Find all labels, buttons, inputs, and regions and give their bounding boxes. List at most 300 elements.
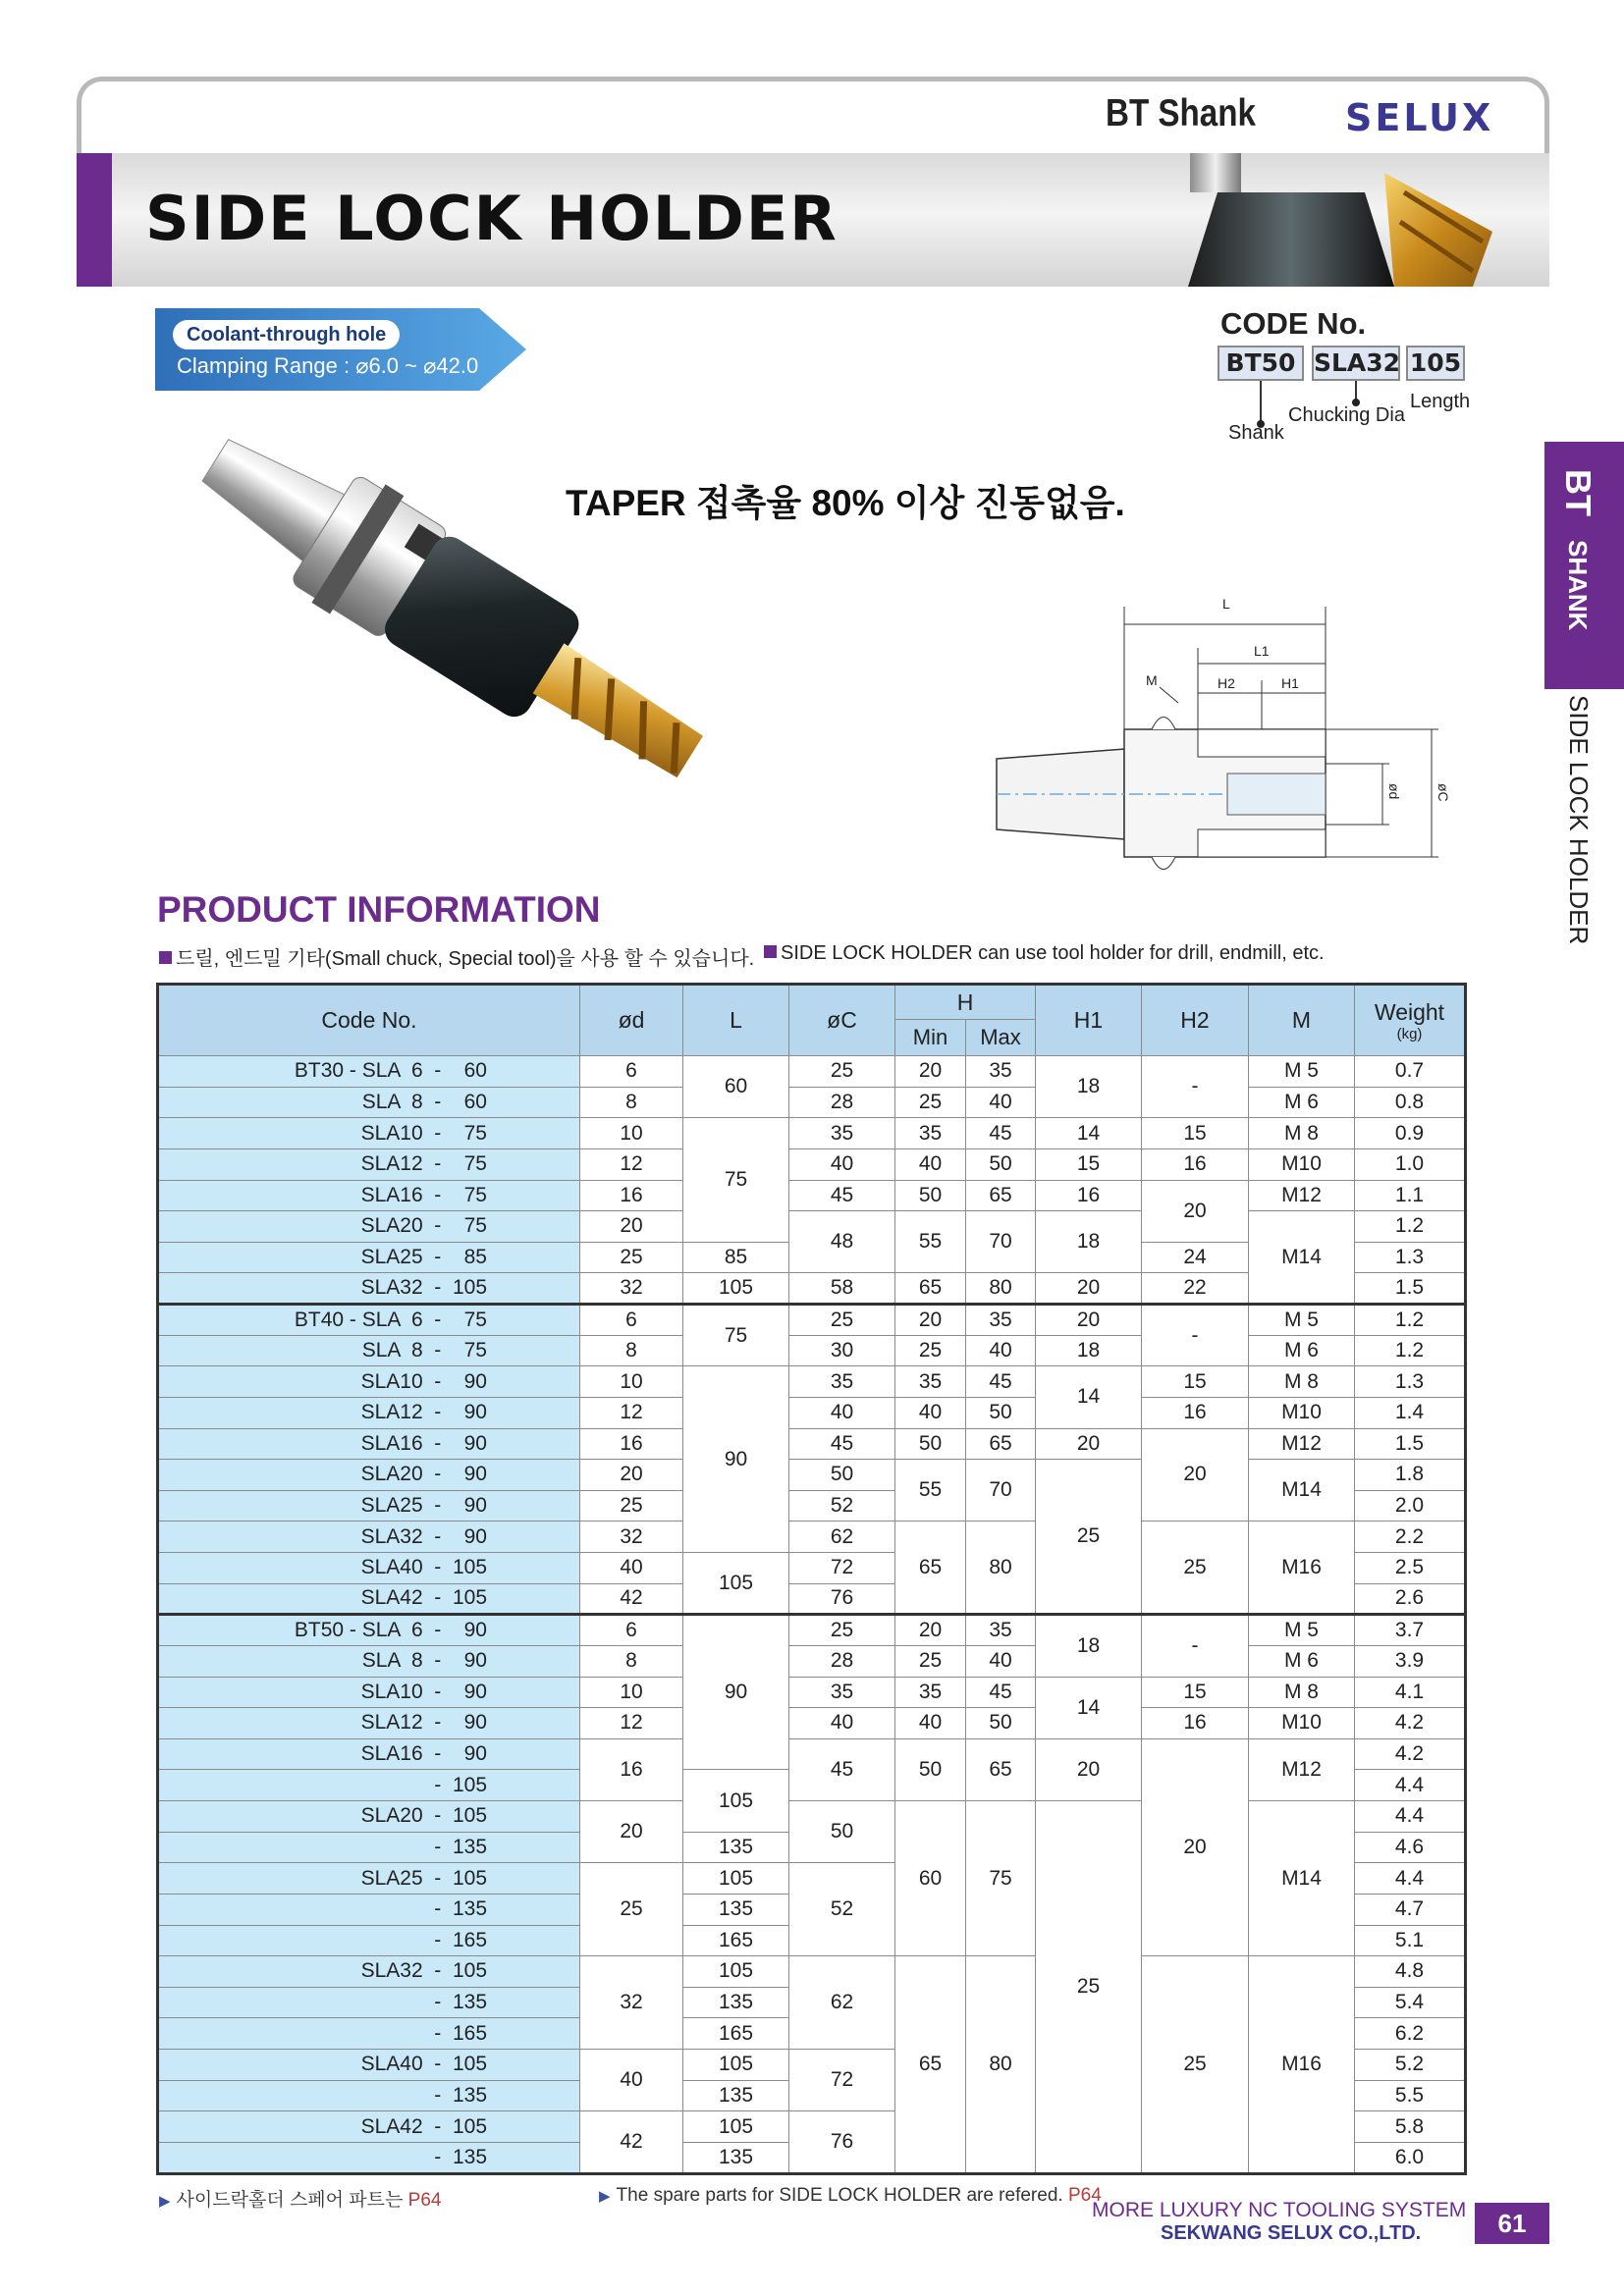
cell-hmax: 40 <box>966 1335 1036 1366</box>
cell-C: 25 <box>789 1056 895 1088</box>
cell-h2: 15 <box>1142 1118 1249 1149</box>
cell-d: 16 <box>580 1180 683 1211</box>
bullet-square-icon <box>159 951 172 964</box>
bullet-square-icon <box>764 945 777 958</box>
note-english-text: SIDE LOCK HOLDER can use tool holder for drill, endmill, etc. <box>781 942 1325 964</box>
cell-h2: 16 <box>1142 1148 1249 1180</box>
cell-hmax: 70 <box>966 1460 1036 1522</box>
cell-h1: 25 <box>1036 1801 1142 2174</box>
cell-code: SLA10 - 90 <box>158 1677 580 1708</box>
cell-hmin: 55 <box>895 1211 966 1273</box>
cell-code: SLA25 - 90 <box>158 1490 580 1522</box>
cell-d: 32 <box>580 1273 683 1305</box>
note-korean-text: 드릴, 엔드밀 기타(Small chuck, Special tool)을 사용 할 수 있습니다. <box>176 948 755 970</box>
dim-C: øC <box>1435 783 1451 802</box>
cell-w: 6.0 <box>1355 2142 1466 2173</box>
cell-d: 8 <box>580 1087 683 1118</box>
cell-h1: 14 <box>1036 1677 1142 1738</box>
cell-m: M16 <box>1249 1956 1355 2173</box>
cell-m: M 5 <box>1249 1056 1355 1088</box>
cell-h2: 24 <box>1142 1242 1249 1273</box>
cell-hmin: 50 <box>895 1738 966 1800</box>
cell-code: SLA20 - 90 <box>158 1460 580 1491</box>
cell-C: 50 <box>789 1801 895 1863</box>
cell-C: 52 <box>789 1490 895 1522</box>
cell-C: 48 <box>789 1211 895 1273</box>
cell-w: 2.2 <box>1355 1522 1466 1553</box>
side-tab-abbr: BT <box>1558 469 1598 516</box>
cell-code: SLA40 - 105 <box>158 2050 580 2081</box>
cell-hmin: 20 <box>895 1615 966 1646</box>
cell-hmin: 40 <box>895 1397 966 1428</box>
cell-C: 76 <box>789 2111 895 2173</box>
code-label-length: Length <box>1410 391 1471 412</box>
cell-w: 5.5 <box>1355 2080 1466 2111</box>
cell-w: 1.3 <box>1355 1366 1466 1398</box>
cell-code: SLA10 - 90 <box>158 1366 580 1398</box>
cell-hmin: 35 <box>895 1366 966 1398</box>
footer-ref-english[interactable]: P64 <box>1067 2185 1102 2206</box>
cell-code: SLA32 - 90 <box>158 1522 580 1553</box>
cell-C: 25 <box>789 1305 895 1336</box>
table-row <box>158 1615 1466 1646</box>
col-d: ød <box>580 985 683 1056</box>
table-row <box>158 1335 1466 1366</box>
cell-hmin: 60 <box>895 1801 966 1956</box>
cell-C: 58 <box>789 1273 895 1305</box>
cell-code: SLA40 - 105 <box>158 1553 580 1584</box>
cell-h1: 20 <box>1036 1305 1142 1336</box>
cell-code: - 165 <box>158 1925 580 1956</box>
headline: TAPER 접촉율 80% 이상 진동없음. <box>566 483 1125 523</box>
cell-hmin: 25 <box>895 1087 966 1118</box>
cell-d: 10 <box>580 1677 683 1708</box>
cell-w: 1.5 <box>1355 1273 1466 1305</box>
table-row <box>158 1056 1466 1088</box>
cell-hmin: 50 <box>895 1180 966 1211</box>
cell-w: 4.2 <box>1355 1708 1466 1739</box>
cell-code: BT30 - SLA 6 - 60 <box>158 1056 580 1088</box>
cell-h2: 25 <box>1142 1956 1249 2173</box>
cell-w: 1.1 <box>1355 1180 1466 1211</box>
footer-note-english-text: The spare parts for SIDE LOCK HOLDER are refered. <box>616 2185 1063 2206</box>
cell-d: 25 <box>580 1242 683 1273</box>
cell-m: M10 <box>1249 1397 1355 1428</box>
cell-code: SLA12 - 90 <box>158 1708 580 1739</box>
cell-h2: - <box>1142 1305 1249 1366</box>
cell-L: 135 <box>683 1987 789 2018</box>
cell-L: 105 <box>683 2050 789 2081</box>
cell-hmin: 20 <box>895 1305 966 1336</box>
cell-h1: 15 <box>1036 1148 1142 1180</box>
triangle-bullet-icon: ▶ <box>159 2193 171 2210</box>
cell-h1: 18 <box>1036 1335 1142 1366</box>
cell-m: M12 <box>1249 1180 1355 1211</box>
side-product-label: SIDE LOCK HOLDER <box>1564 695 1594 945</box>
cell-C: 28 <box>789 1087 895 1118</box>
note-english <box>764 942 1325 965</box>
footer-note-english <box>599 2185 1102 2207</box>
cell-h1: 18 <box>1036 1211 1142 1273</box>
cell-hmax: 80 <box>966 1522 1036 1615</box>
cell-d: 12 <box>580 1708 683 1739</box>
cell-w: 1.0 <box>1355 1148 1466 1180</box>
cell-C: 35 <box>789 1677 895 1708</box>
cell-hmax: 80 <box>966 1273 1036 1305</box>
page-title: SIDE LOCK HOLDER <box>145 183 839 254</box>
cell-hmin: 35 <box>895 1118 966 1149</box>
cell-hmin: 40 <box>895 1148 966 1180</box>
cell-C: 72 <box>789 2050 895 2111</box>
header-tool-photo <box>1178 153 1549 287</box>
cell-L: 105 <box>683 2111 789 2143</box>
cell-code: SLA20 - 105 <box>158 1801 580 1833</box>
cell-d: 20 <box>580 1460 683 1491</box>
cell-L: 165 <box>683 2018 789 2050</box>
cell-C: 76 <box>789 1583 895 1615</box>
cell-code: - 135 <box>158 1987 580 2018</box>
cell-C: 25 <box>789 1615 895 1646</box>
cell-hmax: 45 <box>966 1118 1036 1149</box>
table-row <box>158 1460 1466 1491</box>
brand-logo: SELUX <box>1345 96 1494 139</box>
cell-m: M 8 <box>1249 1366 1355 1398</box>
header-accent-bar <box>77 153 112 287</box>
table-row <box>158 1305 1466 1336</box>
cell-hmax: 70 <box>966 1211 1036 1273</box>
coolant-badge: Coolant-through hole <box>173 320 400 349</box>
cell-code: SLA25 - 85 <box>158 1242 580 1273</box>
cell-L: 105 <box>683 1273 789 1305</box>
cell-hmax: 45 <box>966 1677 1036 1708</box>
cell-L: 135 <box>683 2080 789 2111</box>
cell-w: 4.8 <box>1355 1956 1466 1988</box>
cell-w: 1.4 <box>1355 1397 1466 1428</box>
cell-m: M10 <box>1249 1708 1355 1739</box>
cell-L: 105 <box>683 1956 789 1988</box>
cell-code: SLA42 - 105 <box>158 2111 580 2143</box>
cell-h2: 16 <box>1142 1708 1249 1739</box>
cell-d: 10 <box>580 1366 683 1398</box>
cell-w: 2.0 <box>1355 1490 1466 1522</box>
cell-code: SLA10 - 75 <box>158 1118 580 1149</box>
cell-d: 25 <box>580 1490 683 1522</box>
cell-L: 105 <box>683 1553 789 1615</box>
cell-d: 6 <box>580 1305 683 1336</box>
cell-h2: 20 <box>1142 1180 1249 1242</box>
cell-d: 20 <box>580 1211 683 1243</box>
cell-h2: 15 <box>1142 1366 1249 1398</box>
table-row <box>158 1428 1466 1460</box>
col-H: H <box>895 985 1036 1020</box>
cell-C: 62 <box>789 1956 895 2050</box>
cell-w: 4.4 <box>1355 1770 1466 1801</box>
cell-m: M10 <box>1249 1148 1355 1180</box>
header-category: BT Shank <box>1106 92 1256 134</box>
cell-w: 5.8 <box>1355 2111 1466 2143</box>
code-leader-shank <box>1260 381 1262 424</box>
cell-L: 60 <box>683 1056 789 1118</box>
cell-w: 1.5 <box>1355 1428 1466 1460</box>
table-row <box>158 1397 1466 1428</box>
cell-d: 10 <box>580 1118 683 1149</box>
cell-w: 4.4 <box>1355 1801 1466 1833</box>
cell-code: SLA32 - 105 <box>158 1273 580 1305</box>
code-part-shank: BT50 <box>1218 346 1304 381</box>
cell-h2: 16 <box>1142 1397 1249 1428</box>
page-number: 61 <box>1475 2203 1549 2244</box>
cell-L: 105 <box>683 1863 789 1895</box>
cell-hmax: 35 <box>966 1615 1036 1646</box>
cell-C: 45 <box>789 1428 895 1460</box>
cell-d: 42 <box>580 2111 683 2173</box>
cell-w: 1.8 <box>1355 1460 1466 1491</box>
cell-w: 4.7 <box>1355 1894 1466 1925</box>
table-row <box>158 1211 1466 1243</box>
side-tab-label <box>1557 469 1598 631</box>
cell-h1: 14 <box>1036 1118 1142 1149</box>
cell-m: M14 <box>1249 1801 1355 1956</box>
cell-w: 4.2 <box>1355 1738 1466 1770</box>
cell-d: 40 <box>580 1553 683 1584</box>
cell-w: 6.2 <box>1355 2018 1466 2050</box>
spec-table <box>156 983 1467 2175</box>
cell-hmin: 65 <box>895 1956 966 2173</box>
cell-code: BT40 - SLA 6 - 75 <box>158 1305 580 1336</box>
cell-w: 1.2 <box>1355 1305 1466 1336</box>
cell-d: 20 <box>580 1801 683 1863</box>
cell-L: 90 <box>683 1366 789 1553</box>
cell-m: M 6 <box>1249 1335 1355 1366</box>
section-title: PRODUCT INFORMATION <box>157 889 601 930</box>
cell-h1: 18 <box>1036 1056 1142 1118</box>
cell-h2: 25 <box>1142 1522 1249 1615</box>
cell-w: 5.2 <box>1355 2050 1466 2081</box>
cell-code: SLA16 - 75 <box>158 1180 580 1211</box>
col-C: øC <box>789 985 895 1056</box>
cell-d: 6 <box>580 1615 683 1646</box>
dim-L: L <box>1222 596 1230 612</box>
cell-m: M 6 <box>1249 1645 1355 1677</box>
cell-L: 135 <box>683 2142 789 2173</box>
cell-hmax: 65 <box>966 1428 1036 1460</box>
cell-hmin: 65 <box>895 1273 966 1305</box>
cell-h2: - <box>1142 1615 1249 1677</box>
triangle-bullet-icon: ▶ <box>599 2188 611 2205</box>
col-weight-label: Weight <box>1374 998 1445 1025</box>
cell-h1: 14 <box>1036 1366 1142 1428</box>
footer-tagline: MORE LUXURY NC TOOLING SYSTEM <box>1092 2199 1467 2221</box>
cell-w: 3.7 <box>1355 1615 1466 1646</box>
cell-h1: 18 <box>1036 1615 1142 1677</box>
side-tab-word: SHANK <box>1563 540 1593 631</box>
dim-L1: L1 <box>1254 643 1270 659</box>
cell-h1: 20 <box>1036 1428 1142 1460</box>
table-row <box>158 1738 1466 1770</box>
cell-d: 8 <box>580 1645 683 1677</box>
table-row <box>158 1148 1466 1180</box>
cell-hmax: 35 <box>966 1305 1036 1336</box>
cell-w: 3.9 <box>1355 1645 1466 1677</box>
code-label-shank: Shank <box>1228 422 1284 444</box>
table-row <box>158 1677 1466 1708</box>
col-code: Code No. <box>158 985 580 1056</box>
col-H1: H1 <box>1036 985 1142 1056</box>
footer-ref-korean[interactable]: P64 <box>407 2190 442 2211</box>
col-H-min: Min <box>895 1020 966 1056</box>
col-H2: H2 <box>1142 985 1249 1056</box>
cell-hmax: 65 <box>966 1180 1036 1211</box>
cell-code: SLA 8 - 60 <box>158 1087 580 1118</box>
cell-L: 75 <box>683 1118 789 1243</box>
cell-code: - 135 <box>158 2142 580 2173</box>
cell-L: 135 <box>683 1894 789 1925</box>
cell-hmax: 50 <box>966 1708 1036 1739</box>
cell-m: M 8 <box>1249 1677 1355 1708</box>
cell-hmin: 35 <box>895 1677 966 1708</box>
dim-d: ød <box>1386 783 1402 800</box>
cell-h2: 20 <box>1142 1738 1249 1955</box>
cell-hmin: 20 <box>895 1056 966 1088</box>
cell-m: M16 <box>1249 1522 1355 1615</box>
cell-code: - 165 <box>158 2018 580 2050</box>
table-row <box>158 1366 1466 1398</box>
cell-code: - 135 <box>158 2080 580 2111</box>
cell-hmax: 50 <box>966 1397 1036 1428</box>
cell-w: 5.4 <box>1355 1987 1466 2018</box>
cell-code: SLA 8 - 90 <box>158 1645 580 1677</box>
cell-w: 2.6 <box>1355 1583 1466 1615</box>
cell-hmin: 25 <box>895 1335 966 1366</box>
cell-w: 2.5 <box>1355 1553 1466 1584</box>
cell-hmax: 65 <box>966 1738 1036 1800</box>
note-korean <box>159 942 754 971</box>
cell-w: 1.3 <box>1355 1242 1466 1273</box>
cell-d: 42 <box>580 1583 683 1615</box>
code-part-dia: SLA32 <box>1312 346 1400 381</box>
cell-C: 40 <box>789 1148 895 1180</box>
cell-w: 1.2 <box>1355 1211 1466 1243</box>
cell-L: 105 <box>683 1770 789 1832</box>
cell-C: 28 <box>789 1645 895 1677</box>
table-row <box>158 1956 1466 1988</box>
dim-M: M <box>1146 672 1158 688</box>
cell-w: 4.6 <box>1355 1832 1466 1863</box>
cell-h2: 22 <box>1142 1273 1249 1305</box>
cell-w: 0.7 <box>1355 1056 1466 1088</box>
cell-hmax: 50 <box>966 1148 1036 1180</box>
cell-m: M 5 <box>1249 1305 1355 1336</box>
cell-m: M14 <box>1249 1211 1355 1305</box>
cell-code: - 105 <box>158 1770 580 1801</box>
cell-d: 12 <box>580 1397 683 1428</box>
cell-C: 40 <box>789 1708 895 1739</box>
cell-C: 72 <box>789 1553 895 1584</box>
cell-m: M 8 <box>1249 1118 1355 1149</box>
cell-code: SLA16 - 90 <box>158 1738 580 1770</box>
cell-d: 12 <box>580 1148 683 1180</box>
cell-d: 40 <box>580 2050 683 2111</box>
cell-hmax: 35 <box>966 1056 1036 1088</box>
cell-d: 16 <box>580 1738 683 1800</box>
dim-H2: H2 <box>1218 675 1235 691</box>
cell-code: SLA20 - 75 <box>158 1211 580 1243</box>
cell-C: 35 <box>789 1366 895 1398</box>
cell-code: SLA12 - 75 <box>158 1148 580 1180</box>
dim-H1: H1 <box>1281 675 1299 691</box>
cell-w: 1.2 <box>1355 1335 1466 1366</box>
cell-L: 90 <box>683 1615 789 1770</box>
cell-C: 45 <box>789 1738 895 1800</box>
cell-hmin: 65 <box>895 1522 966 1615</box>
cell-code: SLA 8 - 75 <box>158 1335 580 1366</box>
cell-code: SLA12 - 90 <box>158 1397 580 1428</box>
cell-h1: 25 <box>1036 1460 1142 1615</box>
cell-hmin: 55 <box>895 1460 966 1522</box>
cell-h1: 20 <box>1036 1273 1142 1305</box>
clamping-range: Clamping Range : ⌀6.0 ~ ⌀42.0 <box>177 353 479 378</box>
cell-C: 35 <box>789 1118 895 1149</box>
col-M: M <box>1249 985 1355 1056</box>
cell-d: 6 <box>580 1056 683 1088</box>
cell-C: 45 <box>789 1180 895 1211</box>
cell-hmin: 40 <box>895 1708 966 1739</box>
col-weight-unit: (kg) <box>1396 1025 1423 1042</box>
cell-hmax: 75 <box>966 1801 1036 1956</box>
cell-C: 30 <box>789 1335 895 1366</box>
cell-hmax: 40 <box>966 1645 1036 1677</box>
cell-C: 40 <box>789 1397 895 1428</box>
footer-note-korean-text: 사이드락홀더 스페어 파트는 <box>176 2190 404 2211</box>
table-row <box>158 1801 1466 1833</box>
cell-w: 0.9 <box>1355 1118 1466 1149</box>
cell-d: 16 <box>580 1428 683 1460</box>
cell-code: - 135 <box>158 1832 580 1863</box>
cell-L: 75 <box>683 1305 789 1366</box>
product-photo <box>147 438 756 801</box>
table-row <box>158 1645 1466 1677</box>
cell-hmin: 25 <box>895 1645 966 1677</box>
table-row <box>158 1087 1466 1118</box>
cell-m: M 6 <box>1249 1087 1355 1118</box>
col-L: L <box>683 985 789 1056</box>
cell-h1: 16 <box>1036 1180 1142 1211</box>
cell-w: 0.8 <box>1355 1087 1466 1118</box>
cell-d: 25 <box>580 1863 683 1956</box>
cell-C: 62 <box>789 1522 895 1553</box>
code-part-length: 105 <box>1406 346 1465 381</box>
col-weight <box>1355 985 1466 1056</box>
col-H-max: Max <box>966 1020 1036 1056</box>
cell-C: 52 <box>789 1863 895 1956</box>
cell-h2: - <box>1142 1056 1249 1118</box>
cell-hmax: 40 <box>966 1087 1036 1118</box>
spec-table-body <box>158 1056 1466 2174</box>
cell-code: SLA32 - 105 <box>158 1956 580 1988</box>
table-row <box>158 1708 1466 1739</box>
cell-w: 5.1 <box>1355 1925 1466 1956</box>
footer-note-korean <box>159 2185 441 2212</box>
cell-code: SLA25 - 105 <box>158 1863 580 1895</box>
cell-d: 32 <box>580 1522 683 1553</box>
cell-h2: 20 <box>1142 1428 1249 1522</box>
cell-hmin: 50 <box>895 1428 966 1460</box>
cell-m: M 5 <box>1249 1615 1355 1646</box>
cell-code: SLA42 - 105 <box>158 1583 580 1615</box>
cell-m: M12 <box>1249 1738 1355 1800</box>
cell-code: - 135 <box>158 1894 580 1925</box>
cell-code: BT50 - SLA 6 - 90 <box>158 1615 580 1646</box>
